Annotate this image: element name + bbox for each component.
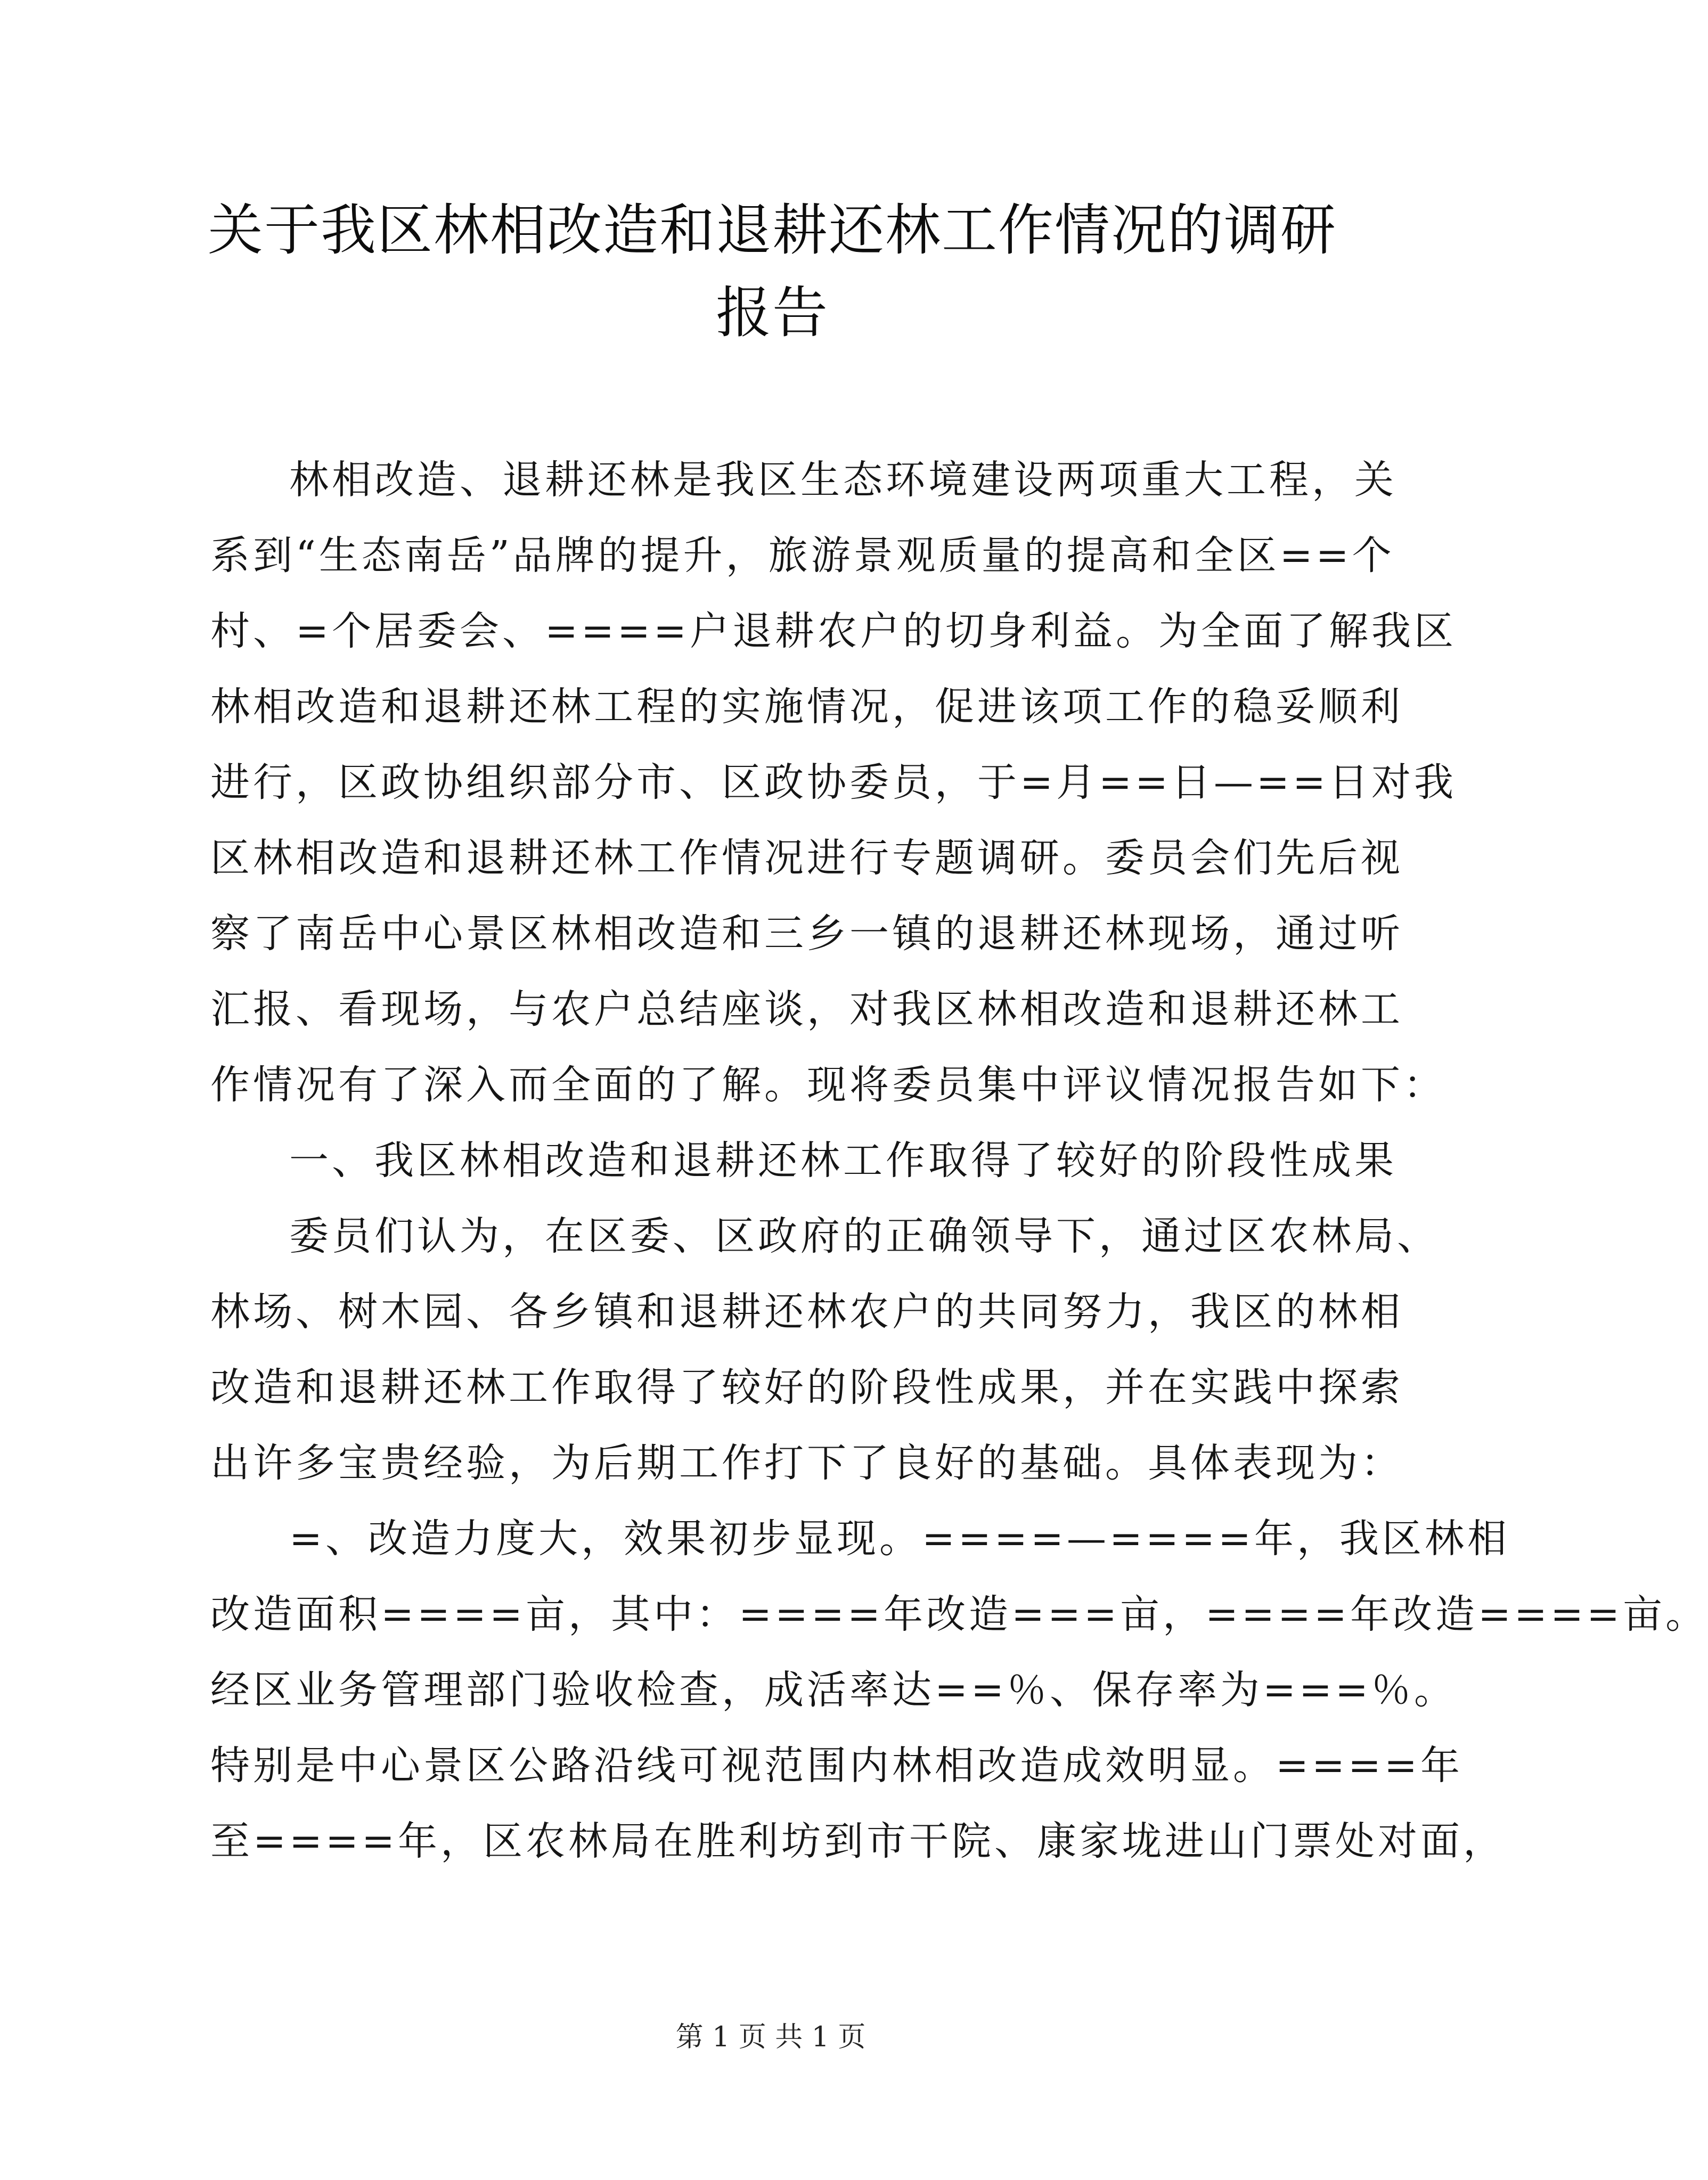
page-footer: 第 1 页 共 1 页: [675, 2021, 866, 2053]
text-line: 林相改造、退耕还林是我区生态环境建设两项重大工程，关: [289, 457, 1397, 503]
text-line: 系到“生态南岳”品牌的提升，旅游景观质量的提高和全区==个: [210, 533, 1395, 578]
text-line: =、改造力度大，效果初步显现。====—====年，我区林相: [289, 1516, 1510, 1562]
title-line-2: 报告: [715, 280, 829, 345]
text-line: 改造面积====亩，其中：====年改造===亩，====年改造====亩。: [210, 1591, 1708, 1637]
text-line: 村、=个居委会、====户退耕农户的切身利益。为全面了解我区: [210, 608, 1457, 654]
section-heading: 一、我区林相改造和退耕还林工作取得了较好的阶段性成果: [289, 1138, 1397, 1183]
text-line: 改造和退耕还林工作取得了较好的阶段性成果，并在实践中探索: [210, 1365, 1403, 1410]
text-line: 委员们认为，在区委、区政府的正确领导下，通过区农林局、: [289, 1213, 1440, 1259]
title-line-1: 关于我区林相改造和退耕还林工作情况的调研: [207, 198, 1337, 263]
text-line: 特别是中心景区公路沿线可视范围内林相改造成效明显。====年: [210, 1743, 1464, 1789]
text-line: 林相改造和退耕还林工程的实施情况，促进该项工作的稳妥顺利: [210, 684, 1403, 730]
document-title: [192, 189, 1353, 354]
text-line: 区林相改造和退耕还林工作情况进行专题调研。委员会们先后视: [210, 835, 1403, 881]
text-line: 林场、树木园、各乡镇和退耕还林农户的共同努力，我区的林相: [210, 1289, 1403, 1335]
text-line: 出许多宝贵经验，为后期工作打下了良好的基础。具体表现为：: [210, 1440, 1403, 1486]
text-line: 至====年，区农林局在胜利坊到市干院、康家垅进山门票处对面，: [210, 1818, 1506, 1864]
text-line: 察了南岳中心景区林相改造和三乡一镇的退耕还林现场，通过听: [210, 911, 1403, 957]
text-line: 进行，区政协组织部分市、区政协委员，于=月==日—==日对我: [210, 760, 1457, 805]
body-text: [210, 442, 1708, 1879]
text-line: 经区业务管理部门验收检查，成活率达==％、保存率为===％。: [210, 1667, 1457, 1713]
text-line: 作情况有了深入而全面的了解。现将委员集中评议情况报告如下：: [210, 1062, 1446, 1108]
text-line: 汇报、看现场，与农户总结座谈，对我区林相改造和退耕还林工: [210, 986, 1403, 1032]
